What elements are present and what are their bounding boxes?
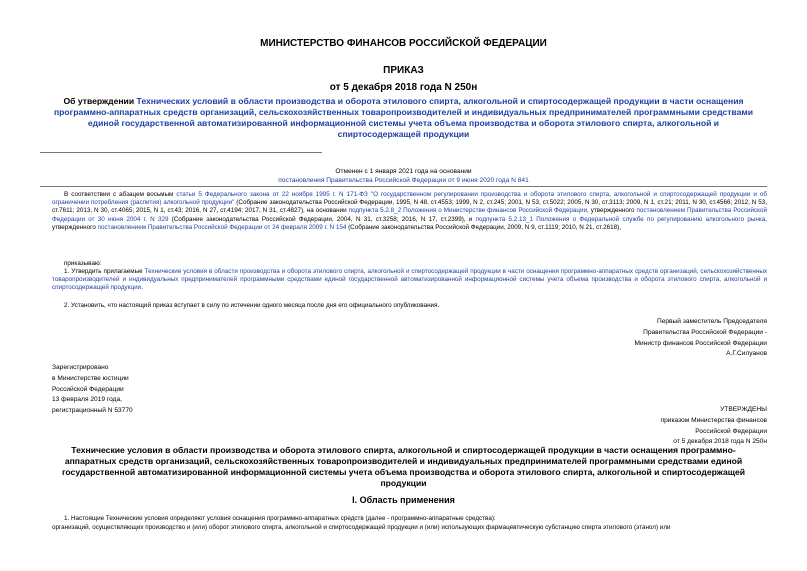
approved-block bbox=[540, 405, 767, 448]
preamble-link-law[interactable]: статьи 5 Федерального закона от 22 ноября 1995 г. N 171-ФЗ "О государственном регулировании производства и оборота этилового спирта, алкогольной и спиртосодержащей продукции и об ограничении потребления (распития) алкогольной продукции" bbox=[52, 191, 767, 207]
point-2: 2. Установить, что настоящий приказ вступает в силу по истечении одного месяца после дня его официального опубликования. bbox=[64, 302, 440, 309]
registration-line: 13 февраля 2019 года, bbox=[52, 396, 122, 404]
order-title-prefix: Об утверждении bbox=[63, 96, 137, 106]
preamble-text-6: (Собрание законодательства Российской Федерации, 2009, N 9, ст.1119; 2010, N 21, ст.2618), bbox=[346, 223, 621, 231]
cancel-note-line1: Отменен с 1 января 2021 года на основании bbox=[335, 168, 472, 175]
preamble-link-resolution-154[interactable]: постановлением Правительства Российской Федерации от 24 февраля 2009 г. N 154 bbox=[97, 223, 347, 231]
preamble-paragraph bbox=[52, 191, 767, 232]
approved-label: УТВЕРЖДЕНЫ bbox=[720, 406, 767, 413]
cancel-note bbox=[0, 167, 807, 185]
approved-line: Российской Федерации bbox=[695, 427, 767, 435]
order-title-link[interactable]: Технических условий в области производства и оборота этилового спирта, алкогольной и спиртосодержащей продукции в части оснащения программно-аппаратных средств организаций, сельскохозяйственных товаропроизводителей и индивидуальных предпринимателей программными средствами единой государственной автоматизированной информационной системы учета объема производства и оборота этилового спирта, алкогольной и спиртосодержащей продукции bbox=[53, 96, 754, 139]
item-1: 1. Настоящие Технические условия определяют условия оснащения программно-аппаратных средств (далее - программно-аппаратные средства): bbox=[64, 515, 496, 522]
approved-line: от 5 декабря 2018 года N 250н bbox=[673, 438, 767, 446]
section-title: I. Область применения bbox=[352, 495, 455, 505]
point-1-link[interactable]: Технические условия в области производства и оборота этилового спирта, алкогольной и спиртосодержащей продукции в части оснащения программно-аппаратных средств организаций, сельскохозяйственных товаропроизводителей и индивидуальных предпринимателей программными средствами единой государственной автоматизированной информационной системы учета объема производства и оборота этилового спирта, алкогольной и спиртосодержащей продукции bbox=[52, 268, 767, 292]
document-title: Технические условия в области производства и оборота этилового спирта, алкогольной и спиртосодержащей продукции в части оснащения программно-аппаратных средств организаций, сельскохозяйственных товаропроизводителей и индивидуальных предпринимателей программными средствами единой государственной автоматизированной информационной системы учета объема производства и оборота этилового спирта, алкогольной и спиртосодержащей продукции bbox=[61, 445, 746, 488]
order-date: от 5 декабря 2018 года N 250н bbox=[329, 82, 478, 93]
signature-block bbox=[540, 317, 767, 360]
divider-long bbox=[40, 186, 767, 187]
point-1 bbox=[52, 268, 767, 293]
preamble-text-5: , утвержденного bbox=[52, 215, 767, 231]
cancel-note-link[interactable]: постановления Правительства Российской Федерации от 9 июня 2020 года N 841 bbox=[278, 177, 529, 184]
approved-line: приказом Министерства финансов bbox=[660, 416, 767, 424]
registration-block bbox=[52, 363, 252, 417]
preamble-link-resolution-329[interactable]: постановлением Правительства Российской Федерации от 30 июня 2004 г. N 329 bbox=[52, 207, 767, 223]
signature-line: Правительства Российской Федерации - bbox=[643, 328, 767, 336]
registration-line: Российской Федерации bbox=[52, 385, 124, 393]
item-1-continuation: организаций, осуществляющих производство и (или) оборот этилового спирта, алкогольной и спиртосодержащей продукции и (или) использующих фармацевтическую субстанцию спирта этилового (этанол) или bbox=[52, 524, 671, 531]
point-1-prefix: 1. Утвердить прилагаемые bbox=[64, 268, 145, 275]
preamble-link-provision-minfin[interactable]: подпункта 5.2.8_2 Положения о Министерстве финансов Российской Федерации bbox=[348, 207, 588, 215]
order-title bbox=[50, 96, 757, 140]
signature-line: Первый заместитель Председателя bbox=[656, 318, 767, 325]
signature-line: Министр финансов Российской Федерации bbox=[634, 339, 767, 347]
registration-line: в Министерстве юстиции bbox=[52, 374, 129, 382]
order-word: приказываю: bbox=[64, 260, 102, 267]
preamble-link-provision-fsrar[interactable]: подпункта 5.2.13_1 Положения о Федеральной службе по регулированию алкогольного рынка bbox=[475, 215, 766, 223]
signature-name: А.Г.Силуанов bbox=[726, 350, 767, 358]
preamble-text-1: В соответствии с абзацем восьмым bbox=[64, 191, 177, 198]
divider-short bbox=[40, 152, 322, 153]
registration-line: Зарегистрировано bbox=[52, 364, 109, 371]
registration-number: регистрационный N 53770 bbox=[52, 407, 133, 415]
preamble-text-3: , утвержденного bbox=[587, 207, 637, 215]
point-1-suffix: . bbox=[141, 284, 143, 292]
preamble-text-4: (Собрание законодательства Российской Федерации, 2004, N 31, ст.3258; 2016, N 17, ст.2399), и bbox=[168, 215, 476, 223]
ministry-heading: МИНИСТЕРСТВО ФИНАНСОВ РОССИЙСКОЙ ФЕДЕРАЦИИ bbox=[260, 38, 547, 49]
order-type: ПРИКАЗ bbox=[383, 65, 424, 76]
preamble-text-2: (Собрание законодательства Российской Федерации, 1995, N 48, ст.4553; 1999, N 2, ст.245; 2001, N 53, ст.5022; 2005, N 30, ст.3113; 2009, N 1, ст.21; 2011, N 30, ст.4566; 2012, N 53, ст.7611; 2013, N 30, ст.4065; 2015, N 1, ст.43; 2016, N 27, ст.4194; 2017, N 31, ст.4827), на основании bbox=[52, 199, 767, 215]
